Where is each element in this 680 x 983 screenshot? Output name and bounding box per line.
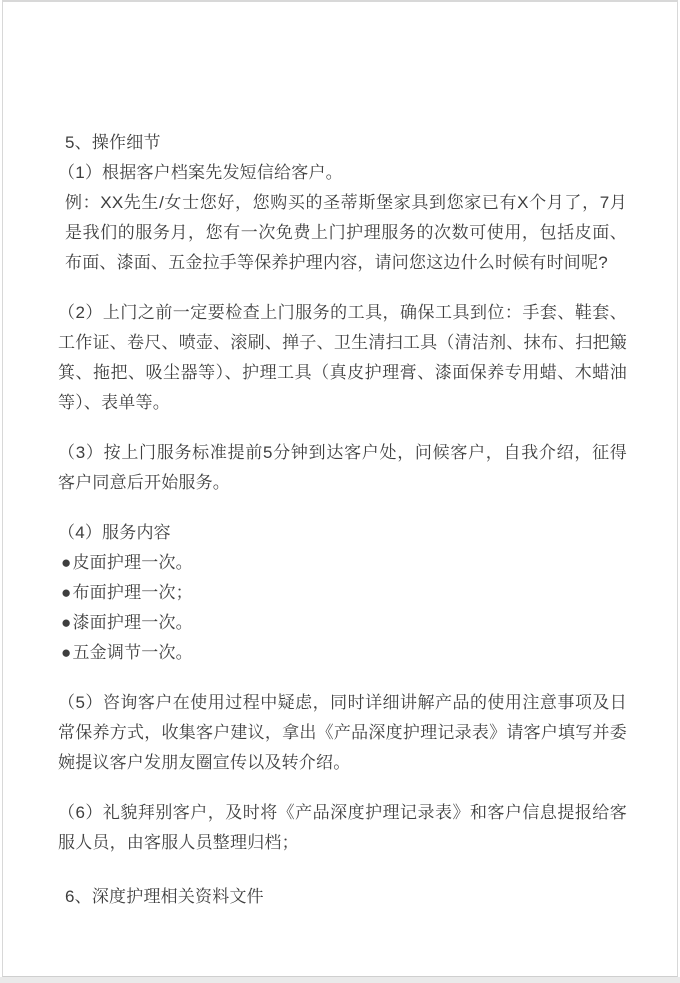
document-body — [58, 128, 627, 912]
bullet-icon: ● — [61, 553, 72, 572]
service-item-label: 漆面护理一次。 — [72, 613, 193, 632]
step-1-text: （1）根据客户档案先发短信给客户。 — [58, 163, 343, 182]
section-6-heading: 6、深度护理相关资料文件 — [65, 887, 264, 906]
page-bottom-edge — [0, 977, 680, 983]
bullet-icon: ● — [61, 583, 72, 602]
bullet-icon: ● — [61, 643, 72, 662]
service-item-label: 皮面护理一次。 — [72, 553, 193, 572]
service-item-label: 五金调节一次。 — [72, 643, 193, 662]
section-5-heading: 5、操作细节 — [65, 133, 161, 152]
step-4-heading: （4）服务内容 — [58, 523, 171, 542]
step-6-text: （6）礼貌拜别客户，及时将《产品深度护理记录表》和客户信息提报给客服人员，由客服人员整理归档； — [58, 803, 627, 852]
service-item — [61, 608, 627, 638]
step-5-text: （5）咨询客户在使用过程中疑虑，同时详细讲解产品的使用注意事项及日常保养方式，收集客户建议，拿出《产品深度护理记录表》请客户填写并委婉提议客户发朋友圈宣传以及转介绍。 — [58, 693, 627, 772]
service-item — [61, 638, 627, 668]
bullet-icon: ● — [61, 613, 72, 632]
step-3-text: （3）按上门服务标准提前5分钟到达客户处，问候客户，自我介绍，征得客户同意后开始服务。 — [58, 443, 627, 492]
service-item — [61, 548, 627, 578]
step-2-text: （2）上门之前一定要检查上门服务的工具，确保工具到位：手套、鞋套、工作证、卷尺、喷壶、滚刷、掸子、卫生清扫工具（清洁剂、抹布、扫把簸箕、拖把、吸尘器等）、护理工具（真皮护理膏、漆面保养专用蜡、木蜡油等）、表单等。 — [58, 303, 627, 412]
step-1-example-text: 例：XX先生/女士您好，您购买的圣蒂斯堡家具到您家已有X个月了，7月是我们的服务月，您有一次免费上门护理服务的次数可使用，包括皮面、布面、漆面、五金拉手等保养护理内容，请问您这边什么时候有时间呢? — [65, 193, 627, 272]
document-page — [2, 0, 678, 977]
service-item-label: 布面护理一次； — [72, 583, 193, 602]
service-item — [61, 578, 627, 608]
